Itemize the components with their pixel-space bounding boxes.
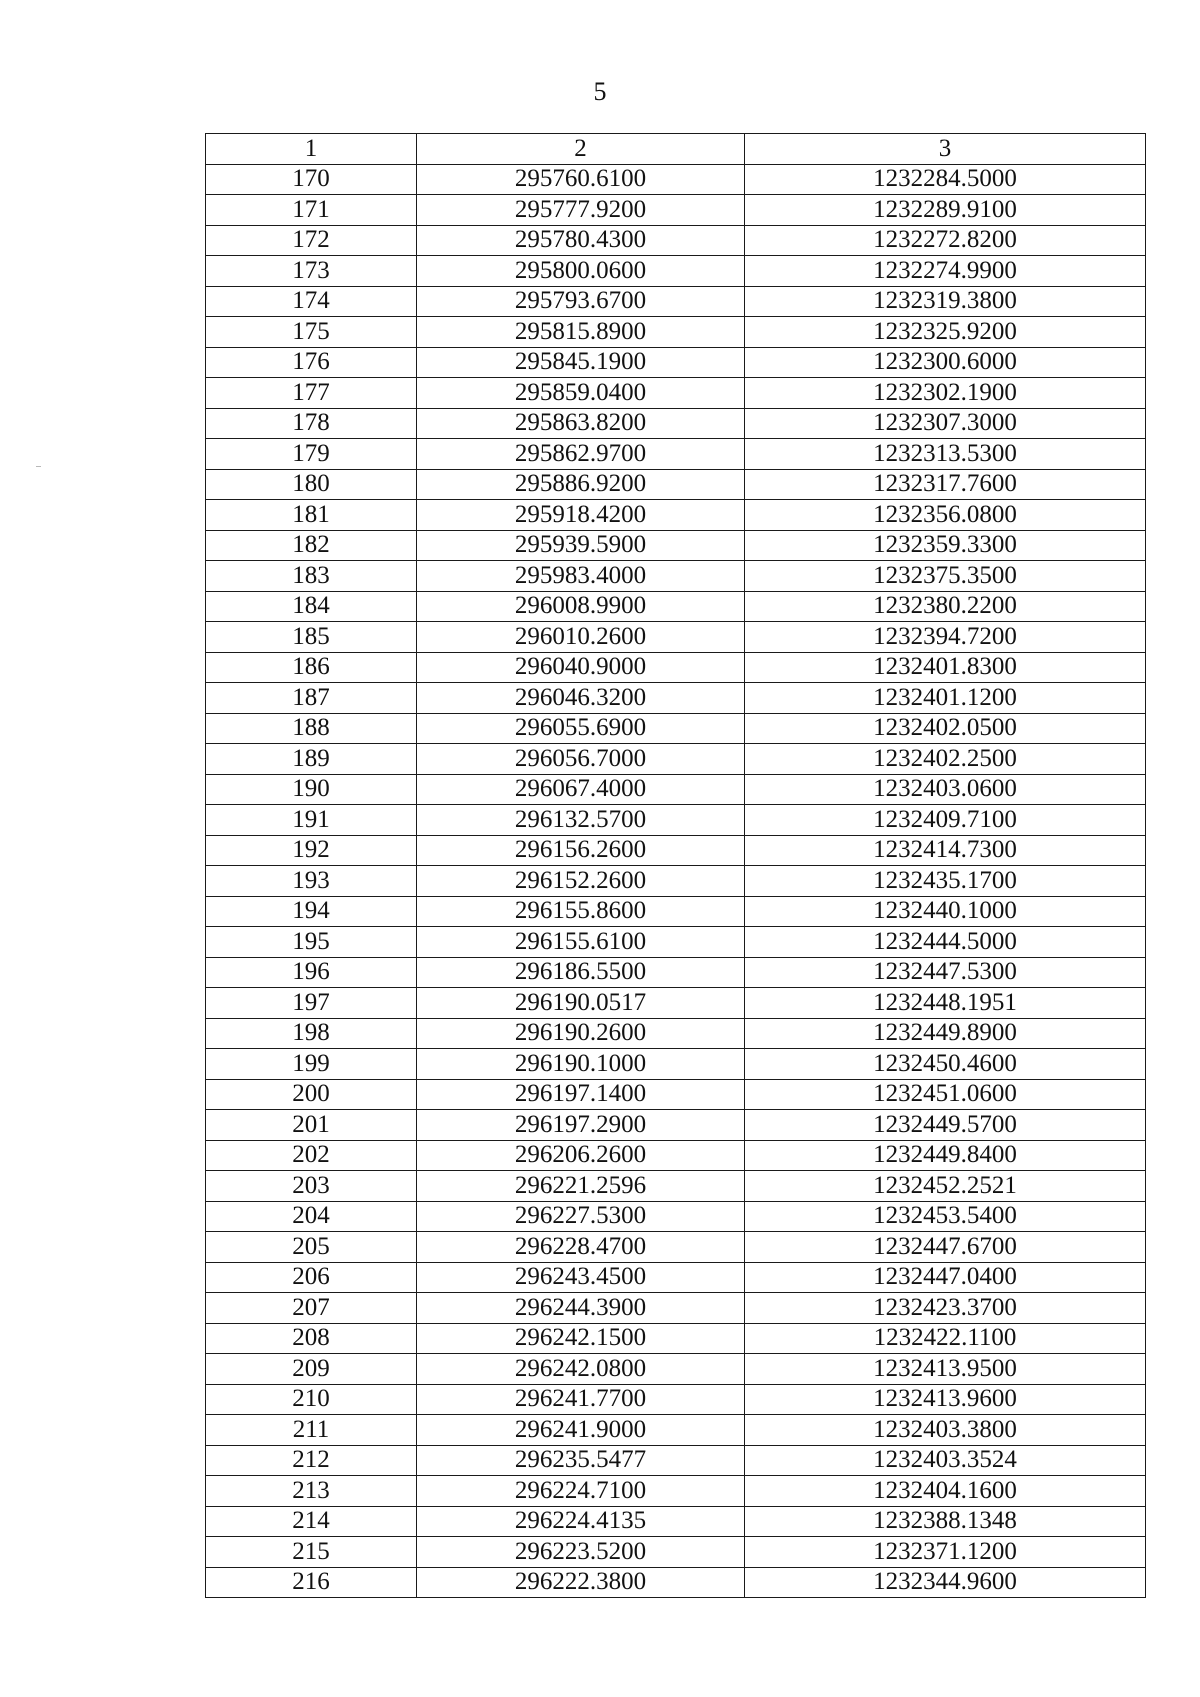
table-row [206, 1262, 1146, 1293]
table-header [206, 134, 1146, 165]
y-coordinate-cell: 1232413.9600 [745, 1384, 1146, 1415]
point-number-cell: 174 [206, 286, 417, 317]
y-coordinate-cell: 1232447.5300 [745, 957, 1146, 988]
y-coordinate-cell: 1232388.1348 [745, 1506, 1146, 1537]
x-coordinate-cell: 295780.4300 [417, 225, 745, 256]
table-row [206, 622, 1146, 653]
y-coordinate-cell: 1232423.3700 [745, 1293, 1146, 1324]
x-coordinate-cell: 296040.9000 [417, 652, 745, 683]
point-number-cell: 179 [206, 439, 417, 470]
column-header-1: 1 [206, 134, 417, 165]
y-coordinate-cell: 1232394.7200 [745, 622, 1146, 653]
y-coordinate-cell: 1232448.1951 [745, 988, 1146, 1019]
point-number-cell: 203 [206, 1171, 417, 1202]
x-coordinate-cell: 296190.0517 [417, 988, 745, 1019]
table-row [206, 1140, 1146, 1171]
point-number-cell: 214 [206, 1506, 417, 1537]
y-coordinate-cell: 1232325.9200 [745, 317, 1146, 348]
point-number-cell: 209 [206, 1354, 417, 1385]
y-coordinate-cell: 1232414.7300 [745, 835, 1146, 866]
table-row [206, 1201, 1146, 1232]
page-number: 5 [593, 77, 607, 106]
point-number-cell: 206 [206, 1262, 417, 1293]
table-row [206, 195, 1146, 226]
y-coordinate-cell: 1232449.8400 [745, 1140, 1146, 1171]
table-row [206, 1171, 1146, 1202]
table-row [206, 652, 1146, 683]
y-coordinate-cell: 1232413.9500 [745, 1354, 1146, 1385]
x-coordinate-cell: 295859.0400 [417, 378, 745, 409]
y-coordinate-cell: 1232302.1900 [745, 378, 1146, 409]
table-row [206, 835, 1146, 866]
x-coordinate-cell: 296155.8600 [417, 896, 745, 927]
y-coordinate-cell: 1232344.9600 [745, 1567, 1146, 1598]
point-number-cell: 173 [206, 256, 417, 287]
table-row [206, 805, 1146, 836]
x-coordinate-cell: 295815.8900 [417, 317, 745, 348]
x-coordinate-cell: 296190.2600 [417, 1018, 745, 1049]
x-coordinate-cell: 296243.4500 [417, 1262, 745, 1293]
y-coordinate-cell: 1232409.7100 [745, 805, 1146, 836]
x-coordinate-cell: 296227.5300 [417, 1201, 745, 1232]
table-row [206, 1110, 1146, 1141]
x-coordinate-cell: 296224.7100 [417, 1476, 745, 1507]
column-header-3: 3 [745, 134, 1146, 165]
table-row [206, 317, 1146, 348]
x-coordinate-cell: 295800.0600 [417, 256, 745, 287]
x-coordinate-cell: 296067.4000 [417, 774, 745, 805]
y-coordinate-cell: 1232447.0400 [745, 1262, 1146, 1293]
table-row [206, 1415, 1146, 1446]
y-coordinate-cell: 1232447.6700 [745, 1232, 1146, 1263]
y-coordinate-cell: 1232317.7600 [745, 469, 1146, 500]
table-row [206, 439, 1146, 470]
x-coordinate-cell: 295845.1900 [417, 347, 745, 378]
y-coordinate-cell: 1232444.5000 [745, 927, 1146, 958]
x-coordinate-cell: 295760.6100 [417, 164, 745, 195]
y-coordinate-cell: 1232453.5400 [745, 1201, 1146, 1232]
x-coordinate-cell: 296242.1500 [417, 1323, 745, 1354]
x-coordinate-cell: 296241.9000 [417, 1415, 745, 1446]
scan-speck [36, 466, 41, 467]
x-coordinate-cell: 295983.4000 [417, 561, 745, 592]
point-number-cell: 187 [206, 683, 417, 714]
y-coordinate-cell: 1232284.5000 [745, 164, 1146, 195]
table-row [206, 286, 1146, 317]
point-number-cell: 197 [206, 988, 417, 1019]
point-number-cell: 199 [206, 1049, 417, 1080]
point-number-cell: 175 [206, 317, 417, 348]
point-number-cell: 201 [206, 1110, 417, 1141]
table-row [206, 1567, 1146, 1598]
x-coordinate-cell: 296055.6900 [417, 713, 745, 744]
table-row [206, 1018, 1146, 1049]
x-coordinate-cell: 295862.9700 [417, 439, 745, 470]
point-number-cell: 193 [206, 866, 417, 897]
point-number-cell: 183 [206, 561, 417, 592]
table-row [206, 164, 1146, 195]
y-coordinate-cell: 1232452.2521 [745, 1171, 1146, 1202]
y-coordinate-cell: 1232401.1200 [745, 683, 1146, 714]
table-row [206, 347, 1146, 378]
y-coordinate-cell: 1232300.6000 [745, 347, 1146, 378]
table-row [206, 1384, 1146, 1415]
x-coordinate-cell: 296244.3900 [417, 1293, 745, 1324]
x-coordinate-cell: 296228.4700 [417, 1232, 745, 1263]
y-coordinate-cell: 1232313.5300 [745, 439, 1146, 470]
x-coordinate-cell: 296152.2600 [417, 866, 745, 897]
point-number-cell: 181 [206, 500, 417, 531]
table-row [206, 866, 1146, 897]
x-coordinate-cell: 296155.6100 [417, 927, 745, 958]
y-coordinate-cell: 1232289.9100 [745, 195, 1146, 226]
x-coordinate-cell: 296206.2600 [417, 1140, 745, 1171]
point-number-cell: 213 [206, 1476, 417, 1507]
table-row [206, 530, 1146, 561]
table-row [206, 1354, 1146, 1385]
x-coordinate-cell: 296186.5500 [417, 957, 745, 988]
x-coordinate-cell: 296242.0800 [417, 1354, 745, 1385]
x-coordinate-cell: 296223.5200 [417, 1537, 745, 1568]
point-number-cell: 204 [206, 1201, 417, 1232]
table-row [206, 408, 1146, 439]
table-row [206, 1079, 1146, 1110]
point-number-cell: 216 [206, 1567, 417, 1598]
x-coordinate-cell: 296046.3200 [417, 683, 745, 714]
y-coordinate-cell: 1232422.1100 [745, 1323, 1146, 1354]
point-number-cell: 195 [206, 927, 417, 958]
point-number-cell: 200 [206, 1079, 417, 1110]
table-row [206, 469, 1146, 500]
point-number-cell: 208 [206, 1323, 417, 1354]
point-number-cell: 190 [206, 774, 417, 805]
x-coordinate-cell: 295918.4200 [417, 500, 745, 531]
x-coordinate-cell: 296241.7700 [417, 1384, 745, 1415]
table-body [206, 164, 1146, 1598]
point-number-cell: 182 [206, 530, 417, 561]
point-number-cell: 207 [206, 1293, 417, 1324]
x-coordinate-cell: 296221.2596 [417, 1171, 745, 1202]
y-coordinate-cell: 1232272.8200 [745, 225, 1146, 256]
point-number-cell: 192 [206, 835, 417, 866]
y-coordinate-cell: 1232274.9900 [745, 256, 1146, 287]
y-coordinate-cell: 1232375.3500 [745, 561, 1146, 592]
table-row [206, 744, 1146, 775]
header-row [206, 134, 1146, 165]
point-number-cell: 188 [206, 713, 417, 744]
y-coordinate-cell: 1232451.0600 [745, 1079, 1146, 1110]
x-coordinate-cell: 296008.9900 [417, 591, 745, 622]
table-row [206, 1506, 1146, 1537]
table-row [206, 988, 1146, 1019]
table-row [206, 1537, 1146, 1568]
point-number-cell: 202 [206, 1140, 417, 1171]
table-row [206, 256, 1146, 287]
table-row [206, 927, 1146, 958]
y-coordinate-cell: 1232403.3524 [745, 1445, 1146, 1476]
point-number-cell: 215 [206, 1537, 417, 1568]
point-number-cell: 170 [206, 164, 417, 195]
table-row [206, 1445, 1146, 1476]
x-coordinate-cell: 296197.1400 [417, 1079, 745, 1110]
x-coordinate-cell: 295863.8200 [417, 408, 745, 439]
y-coordinate-cell: 1232402.0500 [745, 713, 1146, 744]
table-row [206, 713, 1146, 744]
point-number-cell: 205 [206, 1232, 417, 1263]
y-coordinate-cell: 1232440.1000 [745, 896, 1146, 927]
point-number-cell: 178 [206, 408, 417, 439]
x-coordinate-cell: 296132.5700 [417, 805, 745, 836]
point-number-cell: 185 [206, 622, 417, 653]
x-coordinate-cell: 295886.9200 [417, 469, 745, 500]
y-coordinate-cell: 1232450.4600 [745, 1049, 1146, 1080]
y-coordinate-cell: 1232401.8300 [745, 652, 1146, 683]
x-coordinate-cell: 295939.5900 [417, 530, 745, 561]
point-number-cell: 198 [206, 1018, 417, 1049]
point-number-cell: 189 [206, 744, 417, 775]
table-row [206, 1049, 1146, 1080]
y-coordinate-cell: 1232307.3000 [745, 408, 1146, 439]
point-number-cell: 172 [206, 225, 417, 256]
y-coordinate-cell: 1232403.0600 [745, 774, 1146, 805]
y-coordinate-cell: 1232449.8900 [745, 1018, 1146, 1049]
point-number-cell: 180 [206, 469, 417, 500]
point-number-cell: 186 [206, 652, 417, 683]
table-row [206, 957, 1146, 988]
y-coordinate-cell: 1232356.0800 [745, 500, 1146, 531]
x-coordinate-cell: 296224.4135 [417, 1506, 745, 1537]
point-number-cell: 171 [206, 195, 417, 226]
table-row [206, 561, 1146, 592]
y-coordinate-cell: 1232449.5700 [745, 1110, 1146, 1141]
x-coordinate-cell: 296056.7000 [417, 744, 745, 775]
y-coordinate-cell: 1232403.3800 [745, 1415, 1146, 1446]
x-coordinate-cell: 295793.6700 [417, 286, 745, 317]
y-coordinate-cell: 1232380.2200 [745, 591, 1146, 622]
x-coordinate-cell: 296190.1000 [417, 1049, 745, 1080]
coordinates-table [205, 133, 1146, 1598]
table-row [206, 1232, 1146, 1263]
table-row [206, 1323, 1146, 1354]
x-coordinate-cell: 295777.9200 [417, 195, 745, 226]
y-coordinate-cell: 1232371.1200 [745, 1537, 1146, 1568]
table-row [206, 683, 1146, 714]
point-number-cell: 196 [206, 957, 417, 988]
point-number-cell: 191 [206, 805, 417, 836]
table-row [206, 225, 1146, 256]
y-coordinate-cell: 1232404.1600 [745, 1476, 1146, 1507]
x-coordinate-cell: 296010.2600 [417, 622, 745, 653]
table-row [206, 591, 1146, 622]
y-coordinate-cell: 1232402.2500 [745, 744, 1146, 775]
point-number-cell: 184 [206, 591, 417, 622]
point-number-cell: 212 [206, 1445, 417, 1476]
y-coordinate-cell: 1232359.3300 [745, 530, 1146, 561]
table-row [206, 774, 1146, 805]
x-coordinate-cell: 296156.2600 [417, 835, 745, 866]
point-number-cell: 210 [206, 1384, 417, 1415]
table-row [206, 1293, 1146, 1324]
y-coordinate-cell: 1232319.3800 [745, 286, 1146, 317]
column-header-2: 2 [417, 134, 745, 165]
table-row [206, 896, 1146, 927]
point-number-cell: 194 [206, 896, 417, 927]
x-coordinate-cell: 296222.3800 [417, 1567, 745, 1598]
point-number-cell: 177 [206, 378, 417, 409]
x-coordinate-cell: 296197.2900 [417, 1110, 745, 1141]
table-row [206, 500, 1146, 531]
point-number-cell: 211 [206, 1415, 417, 1446]
table-row [206, 1476, 1146, 1507]
x-coordinate-cell: 296235.5477 [417, 1445, 745, 1476]
y-coordinate-cell: 1232435.1700 [745, 866, 1146, 897]
point-number-cell: 176 [206, 347, 417, 378]
table-row [206, 378, 1146, 409]
